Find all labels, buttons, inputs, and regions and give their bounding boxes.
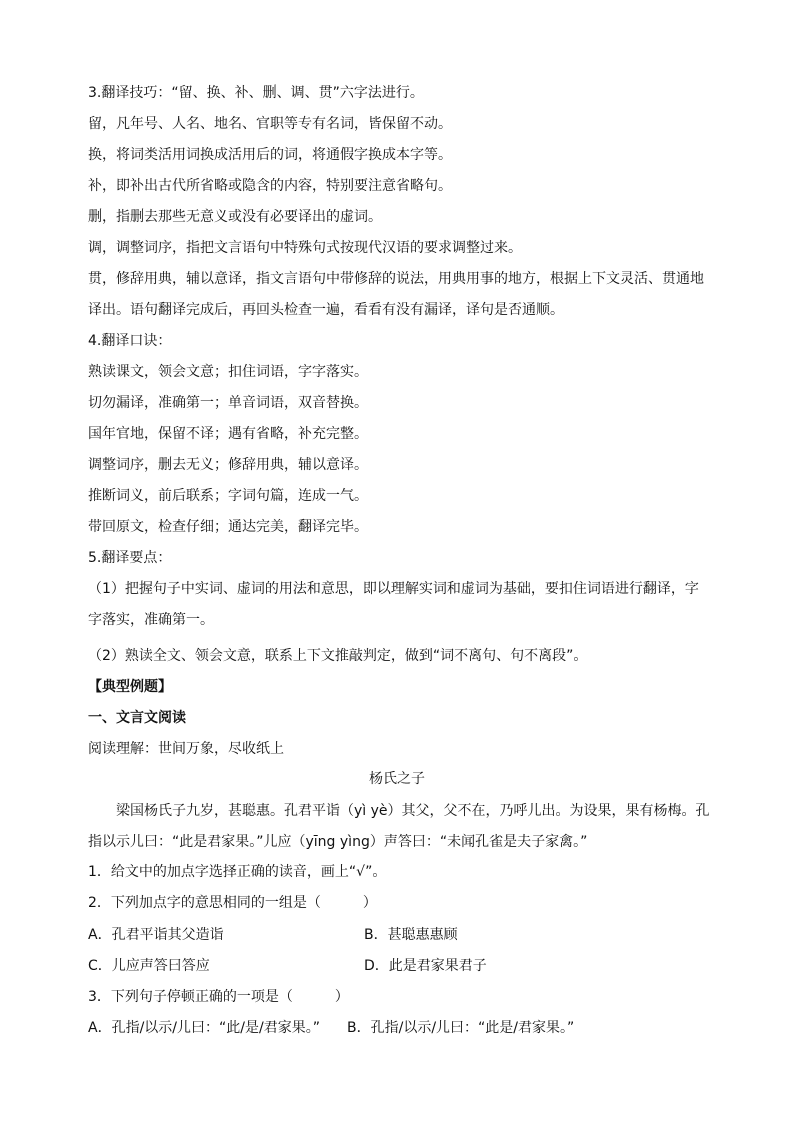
key-point-1: （1）把握句子中实词、虚词的用法和意思，即以理解实词和虚词为基础，要扣住词语进行翻译，字字落实，准确第一。: [88, 581, 699, 628]
examples-heading: 【典型例题】: [88, 679, 172, 695]
section4-heading: 4.翻译口诀：: [88, 333, 172, 349]
question-1: 1．给文中的加点字选择正确的读音，画上“√”。: [88, 864, 387, 880]
tip-bu: 补，即补出古代所省略或隐含的内容，特别要注意省略句。: [88, 178, 452, 194]
option-a: A．孔指/以示/儿曰：“此/是/君家果。”: [88, 1020, 320, 1036]
passage-text: 梁国杨氏子九岁，甚聪惠。孔君平诣（yì yè）其父，父不在，乃呼儿出。为设果，果有杨梅。孔指以示儿曰：“此是君家果。”儿应（yīng yìng）声答曰：“未闻孔雀是夫子家禽。”: [88, 803, 710, 850]
mnemonic-line: 国年官地，保留不译；遇有省略，补充完整。: [88, 426, 368, 442]
option-b: B．孔指/以示/儿曰：“此是/君家果。”: [347, 1020, 575, 1036]
mnemonic-line: 切勿漏译，准确第一；单音词语，双音替换。: [88, 395, 368, 411]
key-point-2: （2）熟读全文、领会文意，联系上下文推敲判定，做到“词不离句、句不离段”。: [88, 648, 588, 664]
tip-huan: 换，将词类活用词换成活用后的词，将通假字换成本字等。: [88, 147, 452, 163]
passage-title: 杨氏之子: [369, 771, 425, 787]
tip-liu: 留，凡年号、人名、地名、官职等专有名词，皆保留不动。: [88, 116, 452, 132]
mnemonic-line: 推断词义，前后联系；字词句篇，连成一气。: [88, 488, 368, 504]
option-d: D．此是君家果君子: [364, 958, 487, 974]
option-a: A．孔君平诣其父造诣: [88, 927, 224, 943]
section3-heading: 3.翻译技巧：“留、换、补、删、调、贯”六字法进行。: [88, 85, 424, 101]
mnemonic-line: 熟读课文，领会文意；扣住词语，字字落实。: [88, 364, 368, 380]
tip-shan: 删，指删去那些无意义或没有必要译出的虚词。: [88, 209, 382, 225]
question-3: 3．下列句子停顿正确的一项是（ ）: [88, 989, 349, 1005]
tip-tiao: 调，调整词序，指把文言语句中特殊句式按现代汉语的要求调整过来。: [88, 240, 522, 256]
tip-guan: 贯，修辞用典，辅以意译，指文言语句中带修辞的说法，用典用事的地方，根据上下文灵活、贯通地译出。语句翻译完成后，再回头检查一遍，看看有没有漏译，译句是否通顺。: [88, 271, 704, 318]
option-b: B．甚聪惠惠顾: [364, 927, 458, 943]
option-c: C．儿应声答曰答应: [88, 958, 210, 974]
reading-section-title: 一、文言文阅读: [88, 710, 186, 726]
mnemonic-line: 带回原文，检查仔细；通达完美，翻译完毕。: [88, 519, 368, 535]
section5-heading: 5.翻译要点：: [88, 550, 172, 566]
question-2: 2．下列加点字的意思相同的一组是（ ）: [88, 895, 377, 911]
mnemonic-line: 调整词序，删去无义；修辞用典，辅以意译。: [88, 457, 368, 473]
reading-intro: 阅读理解：世间万象，尽收纸上: [88, 741, 284, 757]
